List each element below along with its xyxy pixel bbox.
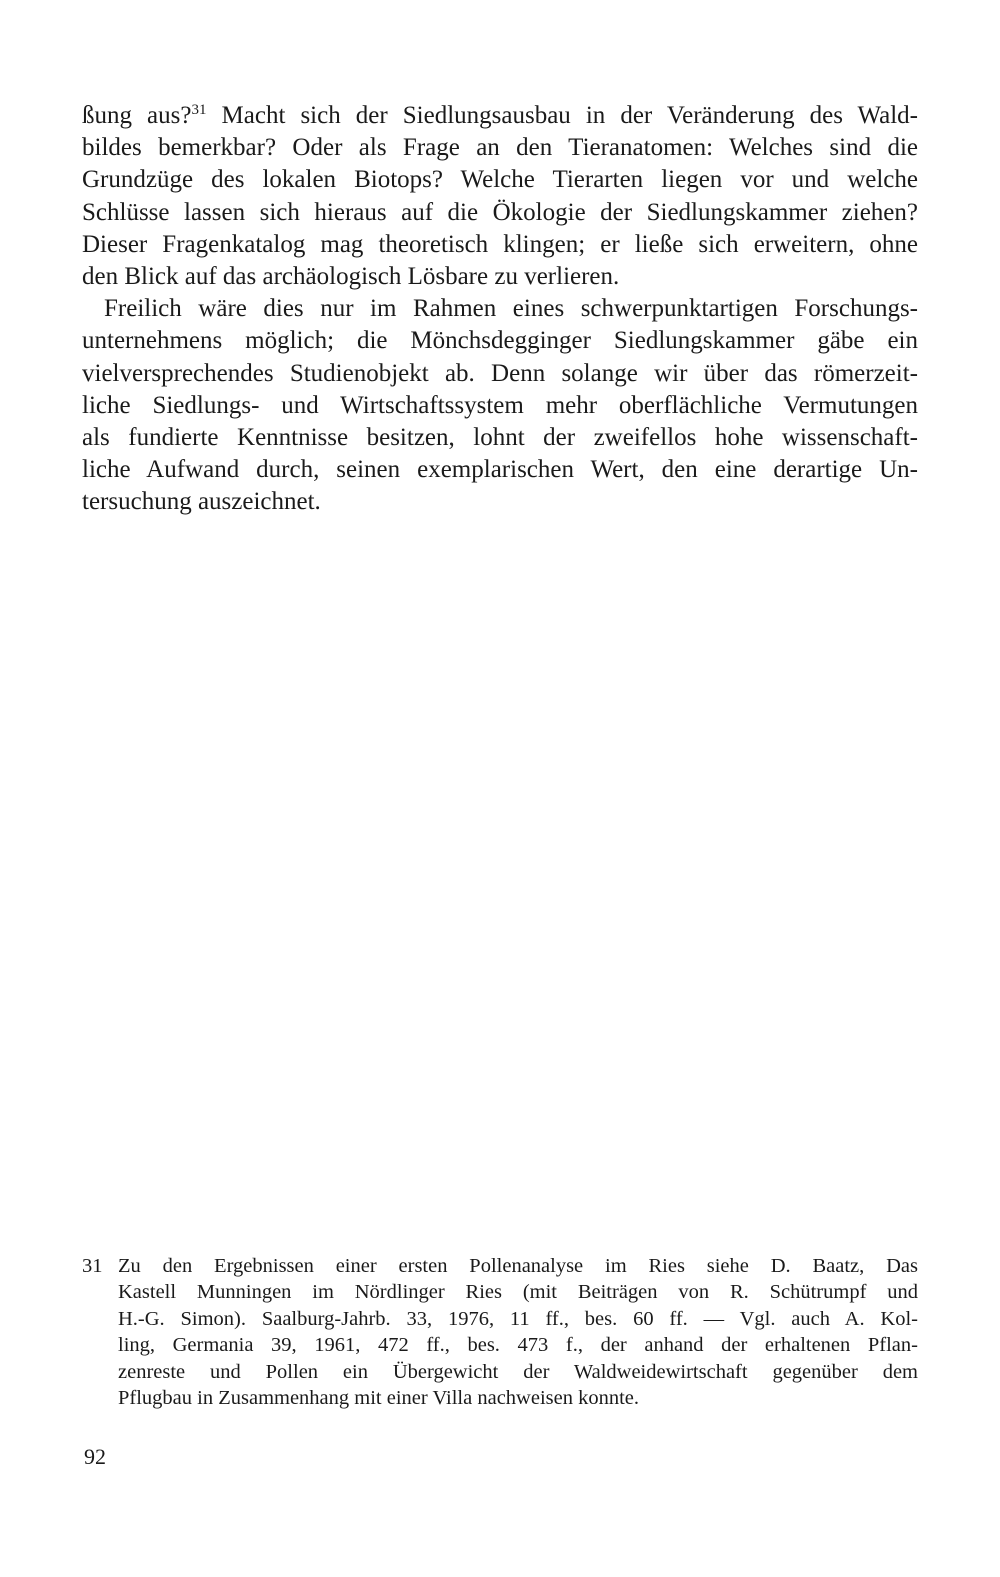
text-line: Freilich wäre dies nur im Rahmen eines schwerpunktartigen Forschungs-: [104, 295, 918, 323]
footnote-line: Kastell Munningen im Nördlinger Ries (mit Beiträgen von R. Schütrumpf und: [118, 1281, 918, 1304]
text-line: Dieser Fragenkatalog mag theoretisch klingen; er ließe sich erweitern, ohne: [82, 230, 918, 258]
text-segment: ßung aus?: [82, 102, 192, 129]
paragraph-1: [82, 100, 918, 293]
main-text: [82, 100, 918, 519]
text-line: vielversprechendes Studienobjekt ab. Denn solange wir über das römerzeit-: [82, 359, 918, 387]
footnote-line: zenreste und Pollen ein Übergewicht der Waldweidewirtschaft gegenüber dem: [118, 1360, 918, 1383]
text-line: den Blick auf das archäologisch Lösbare zu verlieren.: [82, 263, 620, 291]
footnote-text: [118, 1253, 918, 1411]
footnote-line: ling, Germania 39, 1961, 472 ff., bes. 473 f., der anhand der erhaltenen Pflan-: [118, 1334, 918, 1357]
text-line: tersuchung auszeichnet.: [82, 488, 321, 516]
text-line: Grundzüge des lokalen Biotops? Welche Tierarten liegen vor und welche: [82, 166, 918, 194]
text-line: bildes bemerkbar? Oder als Frage an den Tieranatomen: Welches sind die: [82, 134, 918, 162]
footnote-number: 31: [82, 1255, 103, 1277]
page-number: 92: [84, 1444, 106, 1469]
text-line: liche Siedlungs- und Wirtschaftssystem mehr oberflächliche Vermutungen: [82, 391, 918, 419]
footnote-line: H.-G. Simon). Saalburg-Jahrb. 33, 1976, 11 ff., bes. 60 ff. — Vgl. auch A. Kol-: [118, 1307, 918, 1330]
text-line: als fundierte Kenntnisse besitzen, lohnt der zweifellos hohe wissenschaft-: [82, 424, 918, 452]
footnote-line: Pflugbau in Zusammenhang mit einer Villa nachweisen konnte.: [118, 1387, 640, 1410]
footnote-reference: 31: [191, 102, 207, 118]
paragraph-2: [82, 293, 918, 518]
footnote-line: Zu den Ergebnissen einer ersten Pollenanalyse im Ries siehe D. Baatz, Das: [118, 1255, 918, 1277]
text-line: Schlüsse lassen sich hieraus auf die Ökologie der Siedlungskammer ziehen?: [82, 198, 918, 226]
text-segment: Macht sich der Siedlungsausbau in der Veränderung des Wald-: [206, 102, 919, 129]
footnote: [82, 1253, 918, 1411]
text-line: [82, 100, 918, 132]
text-line: liche Aufwand durch, seinen exemplarischen Wert, den eine derartige Un-: [82, 456, 918, 484]
text-line: unternehmens möglich; die Mönchsdegginger Siedlungskammer gäbe ein: [82, 327, 918, 355]
